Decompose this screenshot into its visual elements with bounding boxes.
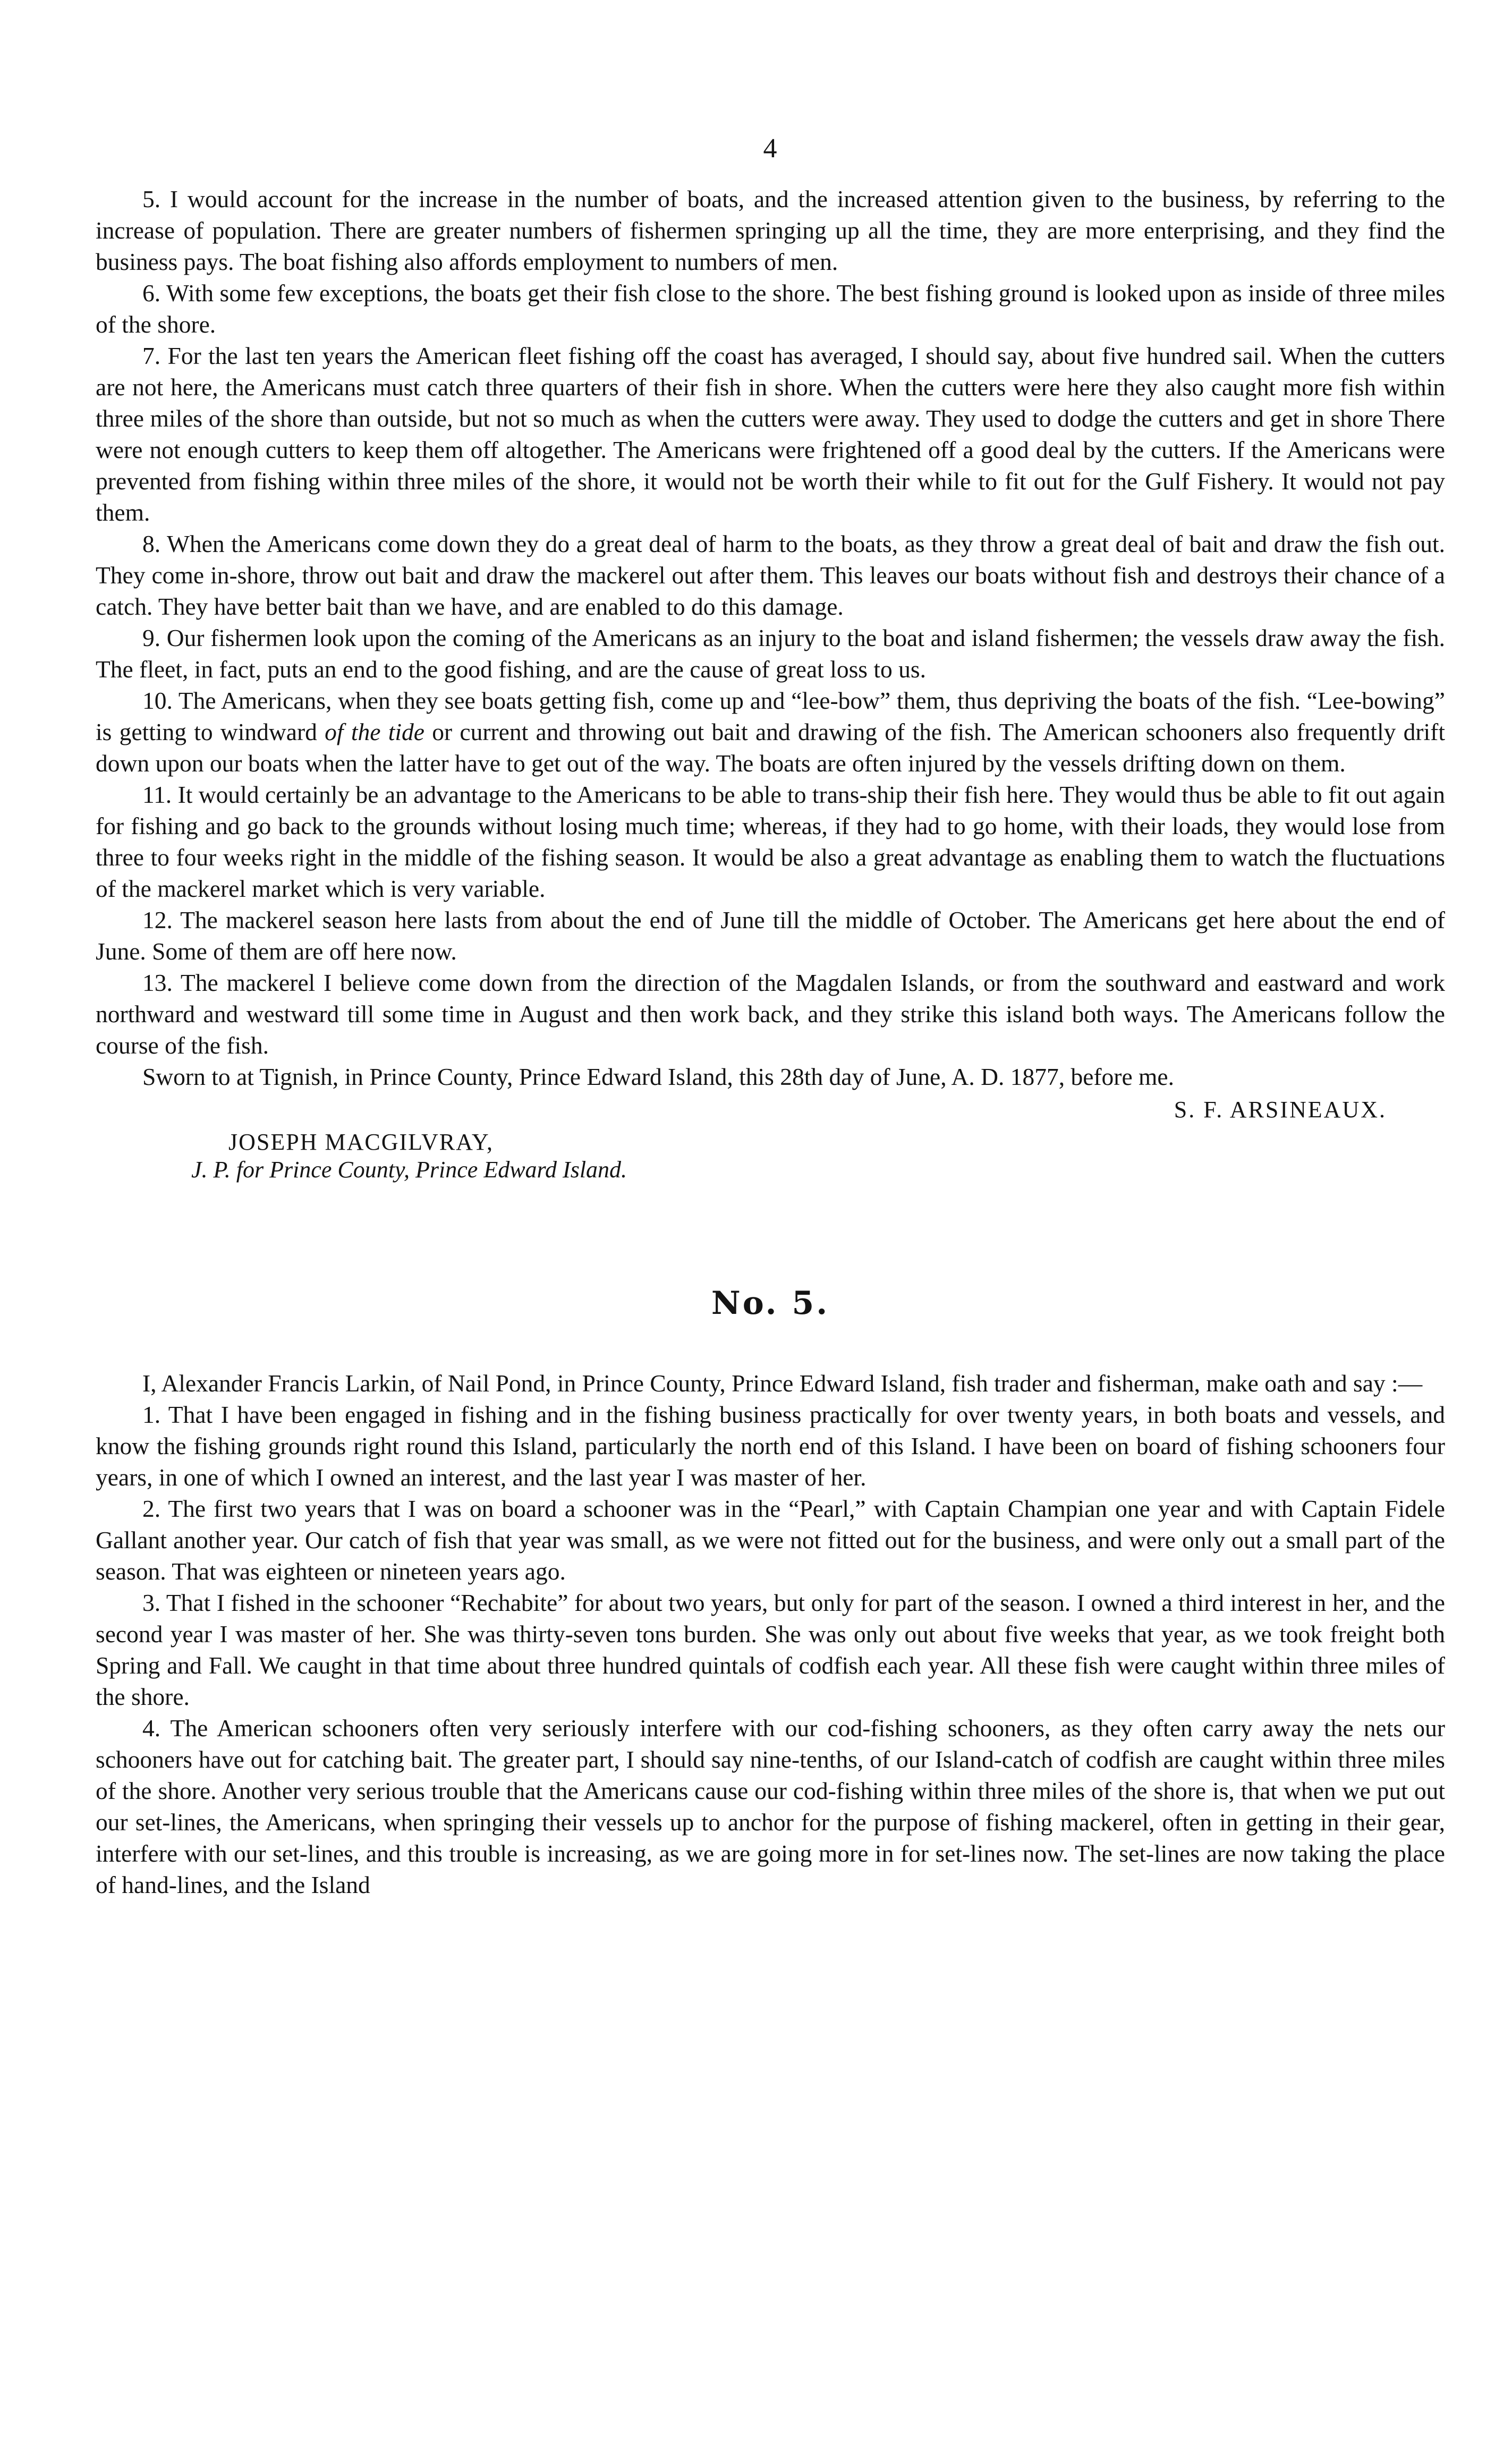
- justice-name: JOSEPH MACGILVRAY,: [228, 1129, 494, 1155]
- paragraph-10-text-b: or current and throwing out bait and drawing of the fish. The American schooners also frequently drift down upon our boats when the latter have to get out of the way. The boats are often injured by the vessels drifting down on them.: [96, 718, 1445, 777]
- justice-of-peace-block: [96, 1128, 1445, 1184]
- paragraph-3: 3. That I fished in the schooner “Rechabite” for about two years, but only for part of the season. I owned a third interest in her, and the second year I was master of her. She was thirty-seven tons burden. She was only out about five weeks that year, as we took freight both Spring and Fall. We caught in that time about three hundred quintals of codfish each year. All these fish were caught within three miles of the shore.: [96, 1589, 1445, 1710]
- paragraph-13: 13. The mackerel I believe come down from the direction of the Magdalen Islands, or from the southward and eastward and work northward and westward till some time in August and then work back, and they strike this island both ways. The Americans follow the course of the fish.: [96, 969, 1445, 1059]
- paragraph-10-text-a: 10. The Americans, when they see boats getting fish, come up and “lee-bow” them, thus depriving the boats of the fish. “Lee-bowing” is getting to windward: [96, 687, 1445, 745]
- paragraph-9: 9. Our fishermen look upon the coming of the Americans as an injury to the boat and island fishermen; the vessels draw away the fish. The fleet, in fact, puts an end to the good fishing, and are the cause of great loss to us.: [96, 624, 1445, 683]
- paragraph-6: 6. With some few exceptions, the boats get their fish close to the shore. The best fishing ground is looked upon as inside of three miles of the shore.: [96, 279, 1445, 338]
- intro-paragraph: I, Alexander Francis Larkin, of Nail Pond, in Prince County, Prince Edward Island, fish trader and fisherman, make oath and say :—: [142, 1370, 1423, 1397]
- paragraph-2: 2. The first two years that I was on board a schooner was in the “Pearl,” with Captain Champian one year and with Captain Fidele Gallant another year. Our catch of fish that year was small, as we were not fitted out for the business, and were only out a small part of the season. That was eighteen or nineteen years ago.: [96, 1495, 1445, 1585]
- deposition-4-continued: [96, 183, 1445, 1184]
- paragraph-8: 8. When the Americans come down they do a great deal of harm to the boats, as they throw a great deal of bait and draw the fish out. They come in-shore, throw out bait and draw the mackerel out after them. This leaves our boats without fish and destroys their chance of a catch. They have better bait than we have, and are enabled to do this damage.: [96, 530, 1445, 620]
- paragraph-10: [96, 685, 1445, 779]
- paragraph-1: 1. That I have been engaged in fishing and in the fishing business practically for over twenty years, in both boats and vessels, and know the fishing grounds right round this Island, particularly the north end of this Island. I have been on board of fishing schooners four years, in one of which I owned an interest, and the last year I was master of her.: [96, 1401, 1445, 1491]
- section-heading: No. 5.: [711, 1285, 830, 1322]
- page-number: 4: [763, 133, 778, 164]
- document-page: [96, 133, 1445, 1900]
- deposition-5: [96, 1285, 1445, 1900]
- justice-title: J. P. for Prince County, Prince Edward Island.: [191, 1157, 627, 1183]
- paragraph-10-italic: of the tide: [325, 718, 424, 745]
- paragraph-7: 7. For the last ten years the American fleet fishing off the coast has averaged, I should say, about five hundred sail. When the cutters are not here, the Americans must catch three quarters of their fish in shore. When the cutters were here they also caught more fish within three miles of the shore than outside, but not so much as when the cutters were away. They used to dodge the cutters and get in shore There were not enough cutters to keep them off altogether. The Americans were frightened off a good deal by the cutters. If the Americans were prevented from fishing within three miles of the shore, it would not be worth their while to fit out for the Gulf Fishery. It would not pay them.: [96, 342, 1445, 526]
- paragraph-11: 11. It would certainly be an advantage to the Americans to be able to trans-ship their fish here. They would thus be able to fit out again for fishing and go back to the grounds without losing much time; whereas, if they had to go home, with their loads, they would lose from three to four weeks right in the middle of the fishing season. It would be also a great advantage as enabling them to watch the fluctuations of the mackerel market which is very variable.: [96, 781, 1445, 902]
- paragraph-5: 5. I would account for the increase in the number of boats, and the increased attention given to the business, by referring to the increase of population. There are greater numbers of fishermen springing up all the time, they are more enterprising, and they find the business pays. The boat fishing also affords employment to numbers of men.: [96, 185, 1445, 275]
- deponent-signature: S. F. ARSINEAUX.: [1174, 1097, 1387, 1123]
- sworn-statement: Sworn to at Tignish, in Prince County, Prince Edward Island, this 28th day of June, A. D. 1877, before me.: [142, 1063, 1174, 1090]
- paragraph-12: 12. The mackerel season here lasts from about the end of June till the middle of October. The Americans get here about the end of June. Some of them are off here now.: [96, 906, 1445, 965]
- paragraph-4: 4. The American schooners often very seriously interfere with our cod-fishing schooners, as they often carry away the nets our schooners have out for catching bait. The greater part, I should say nine-tenths, of our Island-catch of codfish are caught within three miles of the shore. Another very serious trouble that the Americans cause our cod-fishing within three miles of the shore is, that when we put out our set-lines, the Americans, when springing their vessels up to anchor for the purpose of fishing mackerel, often in getting in their gear, interfere with our set-lines, and this trouble is increasing, as we are going more in for set-lines now. The set-lines are now taking the place of hand-lines, and the Island: [96, 1714, 1445, 1898]
